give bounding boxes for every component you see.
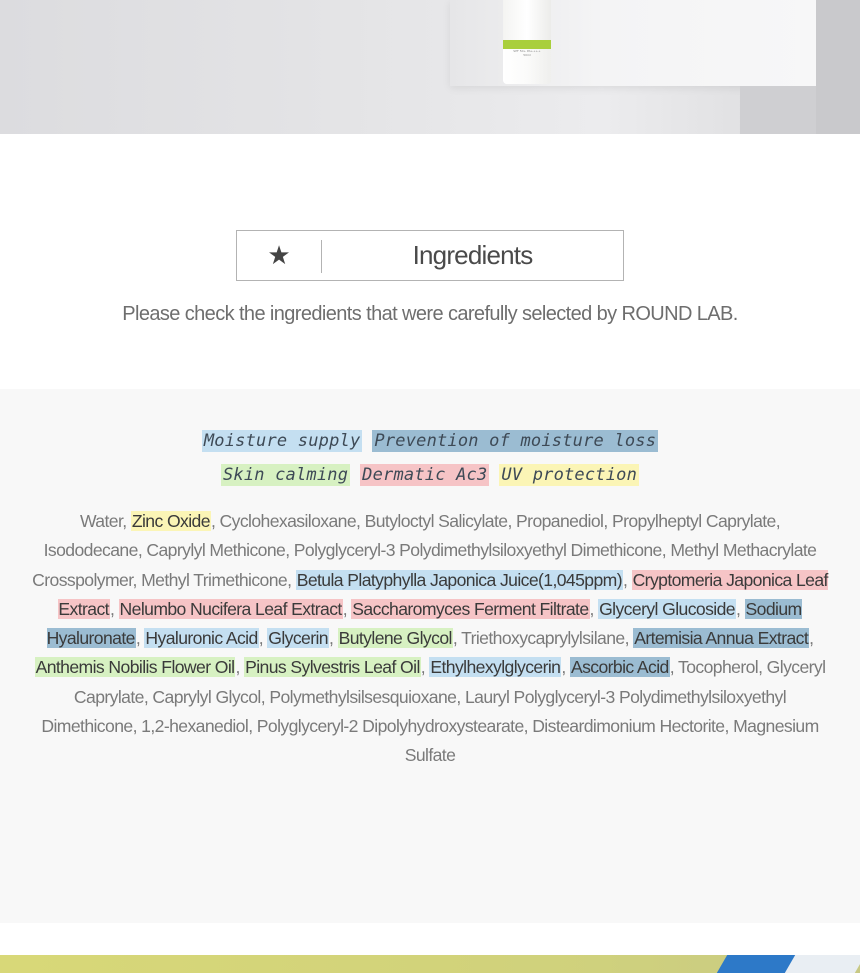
- legend-tag: Dermatic Ac3: [362, 465, 488, 485]
- tube-label: SPF 50+ PA++++ 50ml: [513, 49, 541, 57]
- ingredient-item: Methyl Methacrylate Crosspolymer: [32, 540, 817, 590]
- section-subtitle: Please check the ingredients that were carefully selected by ROUND LAB.: [122, 303, 738, 325]
- legend-tag: Prevention of moisture loss: [374, 431, 657, 451]
- ingredient-item: Butyloctyl Salicylate: [364, 511, 508, 531]
- ingredient-item: Lauryl Polyglyceryl-3 Polydimethylsiloxyethyl Dimethicone: [41, 686, 787, 737]
- ingredient-list: Water, Zinc Oxide, Cyclohexasiloxane, Butyloctyl Salicylate, Propanediol, Propylheptyl Caprylate, Isododecane, Caprylyl Methicone, Polyglyceryl-3 Polydimethylsiloxyethyl Dimethicone, Methyl Methacrylate Crosspolymer, Methyl Trimethicone, Betula Platyphylla Japonica Juice(1,045ppm), Cryptomeria Japonica Leaf Extract, Nelumbo Nucifera Leaf Extract, Saccharomyces Ferment Filtrate, Glyceryl Glucoside, Sodium Hyaluronate, Hyaluronic Acid, Glycerin, Butylene Glycol, Triethoxycaprylylsilane, Artemisia Annua Extract, Anthemis Nobilis Flower Oil, Pinus Sylvestris Leaf Oil, Ethylhexylglycerin, Ascorbic Acid, Tocopherol, Glyceryl Caprylate, Caprylyl Glycol, Polymethylsilsesquioxane, Lauryl Polyglyceryl-3 Polydimethylsiloxyethyl Dimethicone, 1,2-hexanediol, Polyglyceryl-2 Dipolyhydroxystearate, Disteardimonium Hectorite, Magnesium Sulfate: [32, 511, 828, 766]
- ingredient-item: Glycerin: [268, 628, 328, 649]
- legend-tag: UV protection: [501, 465, 638, 485]
- ingredient-item: Pinus Sylvestris Leaf Oil: [245, 657, 420, 678]
- white-package: [785, 955, 860, 973]
- sunscreen-tube: [503, 0, 551, 84]
- ingredient-item: Anthemis Nobilis Flower Oil: [35, 657, 235, 678]
- ingredient-item: Glyceryl Glucoside: [599, 598, 735, 619]
- ingredient-item: Ethylhexylglycerin: [430, 657, 561, 678]
- tube-cap: [503, 40, 551, 84]
- legend-tag: Skin calming: [222, 465, 349, 485]
- legend-row-1: [0, 431, 860, 451]
- product-photo-top: [0, 0, 860, 134]
- star-icon: ★: [267, 240, 291, 270]
- ingredient-item: Propanediol: [516, 511, 604, 531]
- ingredient-item: Water: [79, 511, 123, 531]
- ingredient-item: Zinc Oxide: [131, 511, 210, 531]
- ingredient-item: Artemisia Annua Extract: [634, 628, 809, 649]
- ingredient-item: Hyaluronic Acid: [145, 628, 258, 649]
- ingredient-item: Caprylyl Glycol: [152, 686, 261, 707]
- ingredients-title-box: [236, 230, 624, 281]
- ingredient-item: Cryptomeria Japonica Leaf Extract: [58, 569, 828, 619]
- ingredient-item: Polyglyceryl-3 Polydimethylsiloxyethyl Dimethicone: [293, 540, 662, 561]
- legend-row-2: [0, 465, 860, 485]
- ingredient-item: Isododecane: [43, 540, 138, 561]
- section-title: Ingredients: [412, 240, 533, 270]
- ingredient-item: Glyceryl Caprylate: [73, 657, 826, 707]
- ingredient-item: Caprylyl Methicone: [146, 540, 286, 561]
- ingredient-item: Triethoxycaprylylsilane: [461, 628, 625, 649]
- ingredient-item: Polymethylsilsesquioxane: [269, 686, 457, 707]
- ingredient-item: Butylene Glycol: [338, 628, 452, 649]
- ingredient-item: Disteardimonium Hectorite: [532, 716, 725, 737]
- product-photo-bottom: [0, 955, 860, 973]
- shelf-edge: [816, 0, 860, 134]
- ingredient-item: Ascorbic Acid: [570, 657, 669, 678]
- legend-tag: Moisture supply: [203, 431, 361, 451]
- ingredient-item: Betula Platyphylla Japonica Juice(1,045ppm): [296, 569, 622, 590]
- ingredient-item: Methyl Trimethicone: [141, 569, 288, 590]
- ingredient-item: Saccharomyces Ferment Filtrate: [352, 598, 589, 619]
- ingredient-item: Polyglyceryl-2 Dipolyhydroxystearate: [256, 716, 524, 737]
- ingredient-item: Tocopherol: [678, 657, 759, 678]
- ingredient-item: Propylheptyl Caprylate: [611, 511, 776, 531]
- ingredient-item: Nelumbo Nucifera Leaf Extract: [119, 598, 342, 619]
- ingredient-item: 1,2-hexanediol: [141, 716, 249, 737]
- ingredient-item: Sodium Hyaluronate: [46, 598, 802, 649]
- ingredient-item: Cyclohexasiloxane: [219, 511, 357, 531]
- ingredient-item: Magnesium Sulfate: [404, 716, 819, 766]
